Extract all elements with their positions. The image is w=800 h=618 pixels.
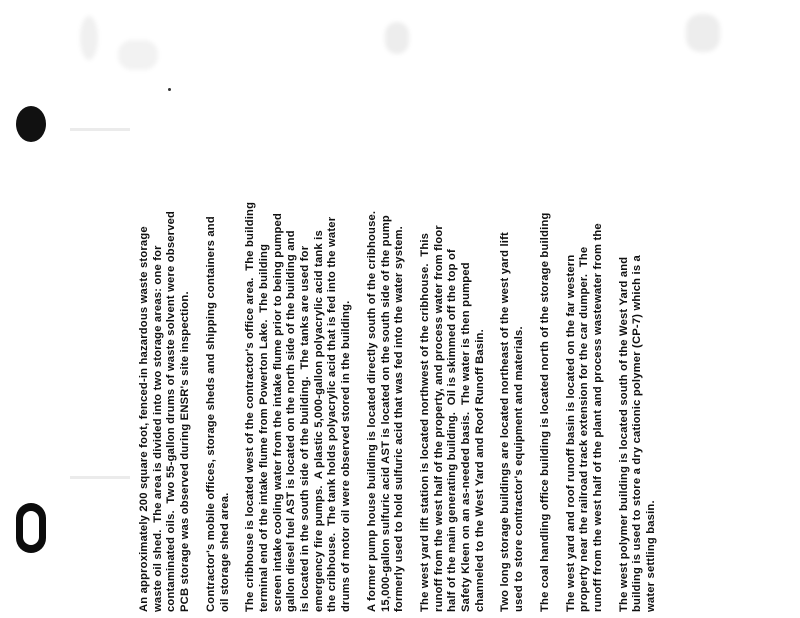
- paragraph-west-yard-roof-runoff: [565, 0, 606, 612]
- text-line: The west yard lift station is located northwest of the cribhouse. This: [418, 232, 431, 612]
- text-line: building is used to store a dry cationic polymer (CP-7) which is a: [631, 255, 644, 612]
- document-body: [130, 0, 660, 618]
- text-line: 15,000-gallon sulfuric acid AST is located on the south side of the pump: [379, 215, 392, 612]
- scan-smudge: [80, 16, 98, 60]
- text-line: A former pump house building is located directly south of the cribhouse.: [365, 210, 378, 612]
- text-line: terminal end of the intake flume from Powerton Lake. The building: [257, 243, 270, 612]
- text-line: The coal handling office building is located north of the storage building: [538, 212, 551, 612]
- scan-streak: [70, 476, 130, 479]
- text-line: formerly used to hold sulfuric acid that was fed into the water system.: [393, 226, 406, 612]
- text-line: is located in the south side of the building. The tanks are used for: [299, 245, 312, 612]
- text-line: gallon diesel fuel AST is located on the north side of the building and: [285, 230, 298, 612]
- text-line: drums of motor oil were observed stored in the building.: [340, 300, 353, 612]
- scan-smudge: [686, 14, 720, 52]
- paragraph-contractor-offices: [205, 0, 232, 612]
- paragraph-long-storage-buildings: [499, 0, 526, 612]
- text-line: the cribhouse. The tank holds polyacrylic acid that is fed into the water: [326, 216, 339, 612]
- paragraph-cribhouse: [244, 0, 354, 612]
- text-line: channeled to the West Yard and Roof Runoff Basin.: [473, 329, 486, 612]
- paragraph-hazardous-waste-storage: [138, 0, 193, 612]
- text-line: screen intake cooling water from the intake flume prior to being pumped: [271, 213, 284, 612]
- text-line: The west yard and roof runoff basin is located on the far western: [564, 254, 577, 612]
- text-line: contaminated oils. Two 55-gallon drums of waste solvent were observed: [165, 210, 178, 612]
- text-line: Contractor's mobile offices, storage sheds and shipping containers and: [204, 216, 217, 612]
- text-line: runoff from the west half of the plant and process wastewater from the: [591, 223, 604, 612]
- text-line: PCB storage was observed during ENSR's site inspection.: [179, 291, 192, 612]
- text-line: Safety Kleen on an as-needed basis. The water is then pumped: [460, 262, 473, 612]
- text-line: runoff from the west half of the property, and process water from floor: [432, 225, 445, 612]
- paragraph-west-polymer-building: [618, 0, 659, 612]
- text-line: water settling basin.: [645, 500, 658, 612]
- paragraph-pump-house: [366, 0, 407, 612]
- text-line: An approximately 200 square foot, fenced-in hazardous waste storage: [138, 226, 150, 612]
- binder-hole-top: [16, 106, 46, 142]
- text-line: waste oil shed. The area is divided into two storage areas: one for: [151, 245, 164, 612]
- text-line: oil storage shed area.: [218, 492, 231, 612]
- scan-streak: [70, 128, 130, 131]
- text-line: Two long storage buildings are located northeast of the west yard lift: [499, 232, 512, 612]
- paragraph-coal-handling-office: [539, 0, 553, 612]
- text-line: The cribhouse is located west of the contractor's office area. The building: [244, 201, 257, 612]
- text-line: emergency fire pumps. A plastic 5,000-gallon polyacrylic acid tank is: [312, 230, 325, 612]
- text-line: used to store contractor's equipment and materials.: [513, 326, 526, 612]
- paragraph-west-yard-lift-station: [419, 0, 488, 612]
- text-line: property near the railroad track extension for the car dumper. The: [578, 246, 591, 612]
- text-line: half of the main generating building. Oil is skimmed off the top of: [446, 249, 459, 612]
- text-line: The west polymer building is located south of the West Yard and: [617, 256, 630, 612]
- binder-hole-bottom: [16, 503, 46, 553]
